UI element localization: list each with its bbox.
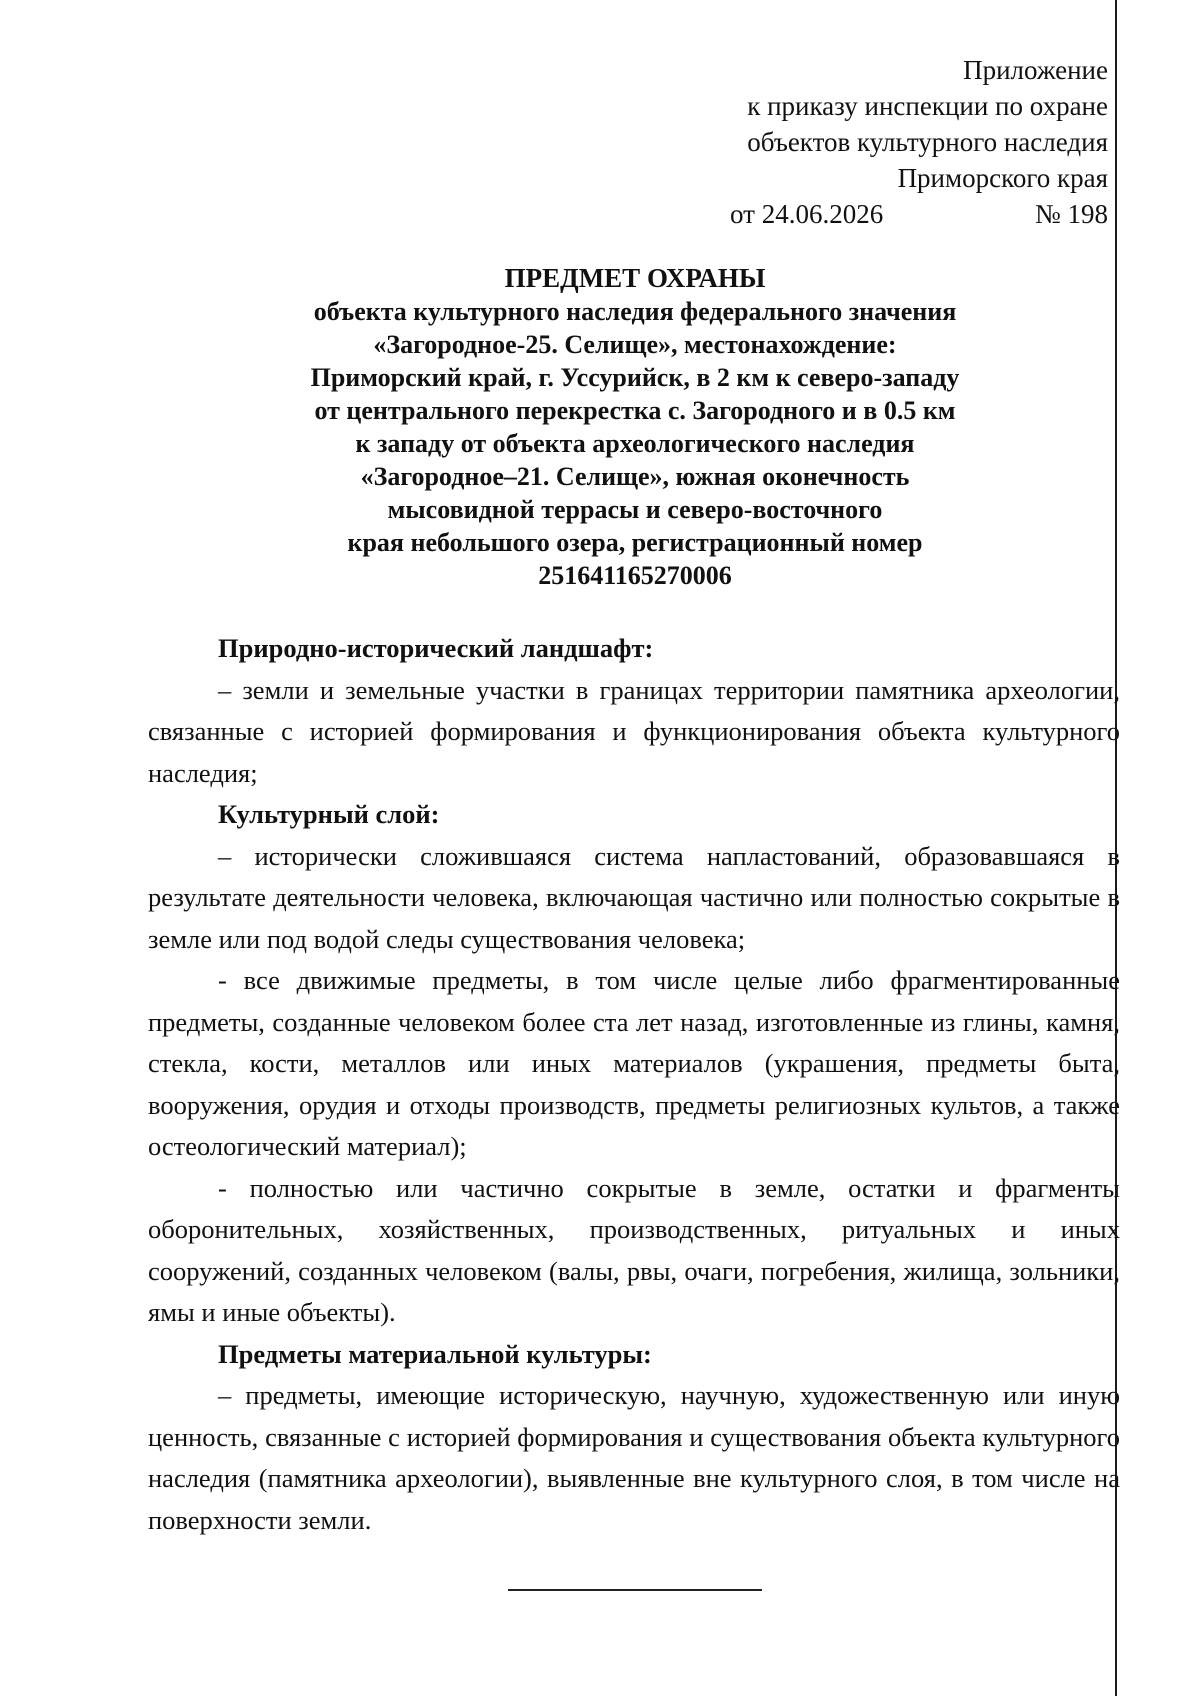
cultural-layer-paragraph-1: – исторически сложившаяся система напластований, образовавшаяся в результате деятельности человека, включающая частично или полностью сокрытые в земле или под водой следы существования человека; (148, 840, 1120, 954)
title-line: к западу от объекта археологического наследия (355, 429, 915, 458)
title-line: «Загородное-25. Селище», местонахождение: (373, 330, 897, 359)
title-line: объекта культурного наследия федерального значения (313, 297, 957, 326)
title-line: Приморский край, г. Уссурийск, в 2 км к северо-западу (310, 363, 960, 392)
title-line: края небольшого озера, регистрационный номер (347, 528, 923, 557)
section-heading-material-culture: Предметы материальной культуры: (218, 1338, 652, 1369)
section-heading-landscape: Природно-исторический ландшафт: (218, 633, 654, 663)
cultural-layer-paragraph-3: - полностью или частично сокрытые в земле, остатки и фрагменты оборонительных, хозяйственных, производственных, ритуальных и иных сооружений, созданных человеком (валы, рвы, очаги, погребения, жилища, зольники, ямы и иные объекты). (148, 1172, 1120, 1327)
document-title-block (150, 262, 1120, 592)
section-heading-cultural-layer: Культурный слой: (218, 799, 440, 829)
order-date-number-line (648, 196, 1108, 232)
title-line: «Загородное–21. Селище», южная оконечность (360, 462, 910, 491)
cultural-layer-paragraph-2: - все движимые предметы, в том числе целые либо фрагментированные предметы, созданные человеком более ста лет назад, изготовленные из глины, камня, стекла, кости, металлов или иных материалов (украшения, предметы быта, вооружения, орудия и отходы производств, предметы религиозных культов, а также остеологический материал); (148, 965, 1120, 1161)
document-body (148, 628, 1120, 1541)
registration-number: 251641165270006 (538, 561, 732, 590)
appendix-region: Приморского края (897, 163, 1108, 193)
order-date: от 24.06.2026 (730, 199, 884, 229)
appendix-header (648, 52, 1108, 232)
material-culture-paragraph: – предметы, имеющие историческую, научную, художественную или иную ценность, связанные с историей формирования и существования объекта культурного наследия (памятника археологии), выявленные вне культурного слоя, в том числе на поверхности земли. (148, 1380, 1120, 1535)
appendix-order-ref-2: объектов культурного наследия (747, 127, 1108, 157)
end-divider-line (508, 1589, 762, 1591)
appendix-label: Приложение (963, 55, 1108, 85)
document-title: ПРЕДМЕТ ОХРАНЫ (504, 263, 766, 293)
title-line: мысовидной террасы и северо-восточного (387, 495, 883, 524)
order-number: № 198 (1034, 199, 1108, 229)
title-line: от центрального перекрестка с. Загородного и в 0.5 км (314, 396, 956, 425)
appendix-order-ref: к приказу инспекции по охране (747, 91, 1108, 121)
landscape-paragraph: – земли и земельные участки в границах территории памятника археологии, связанные с историей формирования и функционирования объекта культурного наследия; (148, 674, 1120, 788)
